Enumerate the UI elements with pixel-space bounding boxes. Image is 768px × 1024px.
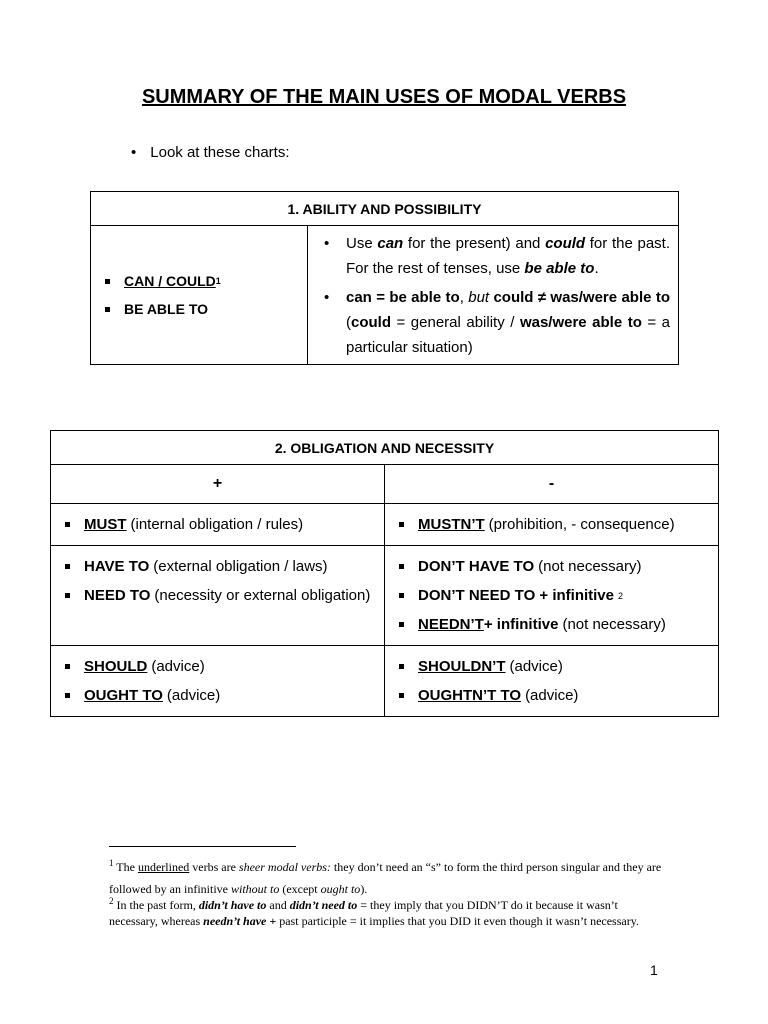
bullet-icon: • — [324, 234, 330, 252]
list-item: MUST (internal obligation / rules) — [65, 510, 374, 539]
intro-text: Look at these charts: — [150, 144, 290, 161]
square-bullet-icon — [65, 522, 70, 527]
list-item: OUGHT TO (advice) — [65, 681, 374, 710]
square-bullet-icon — [65, 664, 70, 669]
table-cell — [385, 546, 719, 646]
table-row — [51, 546, 719, 646]
square-bullet-icon — [65, 693, 70, 698]
plus-column-header: + — [51, 465, 385, 504]
list-item: DON’T NEED TO + infinitive 2 — [399, 581, 708, 610]
list-item: SHOULDN’T (advice) — [399, 652, 708, 681]
list-item: CAN / COULD 1 — [105, 273, 307, 289]
square-bullet-icon — [399, 664, 404, 669]
footnote-2: $^2$ In the past form, didn’t have to and didn’t need to = they imply that you DIDN’T do it because it wasn’t necessary, whereas needn’t have + past participle = it implies that you DID it even though it wasn’t necessary. — [109, 896, 639, 928]
list-item: • Use can for the present) and could for the past. For the rest of tenses, use be able to. — [324, 231, 670, 281]
square-bullet-icon — [399, 522, 404, 527]
square-bullet-icon — [105, 279, 110, 284]
table-cell — [51, 546, 385, 646]
minus-column-header: - — [385, 465, 719, 504]
list-item: OUGHTN’T TO (advice) — [399, 681, 708, 710]
table1-header: 1. ABILITY AND POSSIBILITY — [91, 192, 679, 226]
square-bullet-icon — [399, 622, 404, 627]
table-cell — [385, 646, 719, 717]
footnote-divider — [109, 846, 296, 847]
table1-right-cell — [308, 226, 679, 365]
list-item: • can = be able to, but could ≠ was/were able to (could = general ability / was/were able to = a particular situation) — [324, 285, 670, 360]
page-title: SUMMARY OF THE MAIN USES OF MODAL VERBS — [141, 86, 627, 108]
square-bullet-icon — [399, 593, 404, 598]
intro-line — [131, 144, 290, 161]
obligation-necessity-table — [50, 430, 719, 717]
table-cell — [385, 504, 719, 546]
list-item: NEED TO (necessity or external obligation) — [65, 581, 374, 610]
square-bullet-icon — [399, 693, 404, 698]
list-item: SHOULD (advice) — [65, 652, 374, 681]
ability-possibility-table — [90, 191, 679, 365]
square-bullet-icon — [105, 307, 110, 312]
table-row — [51, 646, 719, 717]
list-item: MUSTN’T (prohibition, - consequence) — [399, 510, 708, 539]
list-item: DON’T HAVE TO (not necessary) — [399, 552, 708, 581]
list-item: BE ABLE TO — [105, 301, 307, 317]
square-bullet-icon — [65, 593, 70, 598]
table-row — [51, 504, 719, 546]
table-cell — [51, 646, 385, 717]
bullet-icon: • — [324, 288, 330, 306]
page-number: 1 — [650, 962, 658, 978]
list-item: NEEDN’T + infinitive (not necessary) — [399, 610, 708, 639]
square-bullet-icon — [399, 564, 404, 569]
bullet-icon: • — [131, 144, 137, 161]
table-cell — [51, 504, 385, 546]
footnote-1: $^1$ The underlined verbs are sheer modal verbs: they don’t need an “s” to form the third person singular and they are followed by an infinitive without to (except ought to). — [109, 858, 662, 896]
table1-left-cell — [91, 226, 308, 365]
table2-header: 2. OBLIGATION AND NECESSITY — [51, 431, 719, 465]
square-bullet-icon — [65, 564, 70, 569]
list-item: HAVE TO (external obligation / laws) — [65, 552, 374, 581]
